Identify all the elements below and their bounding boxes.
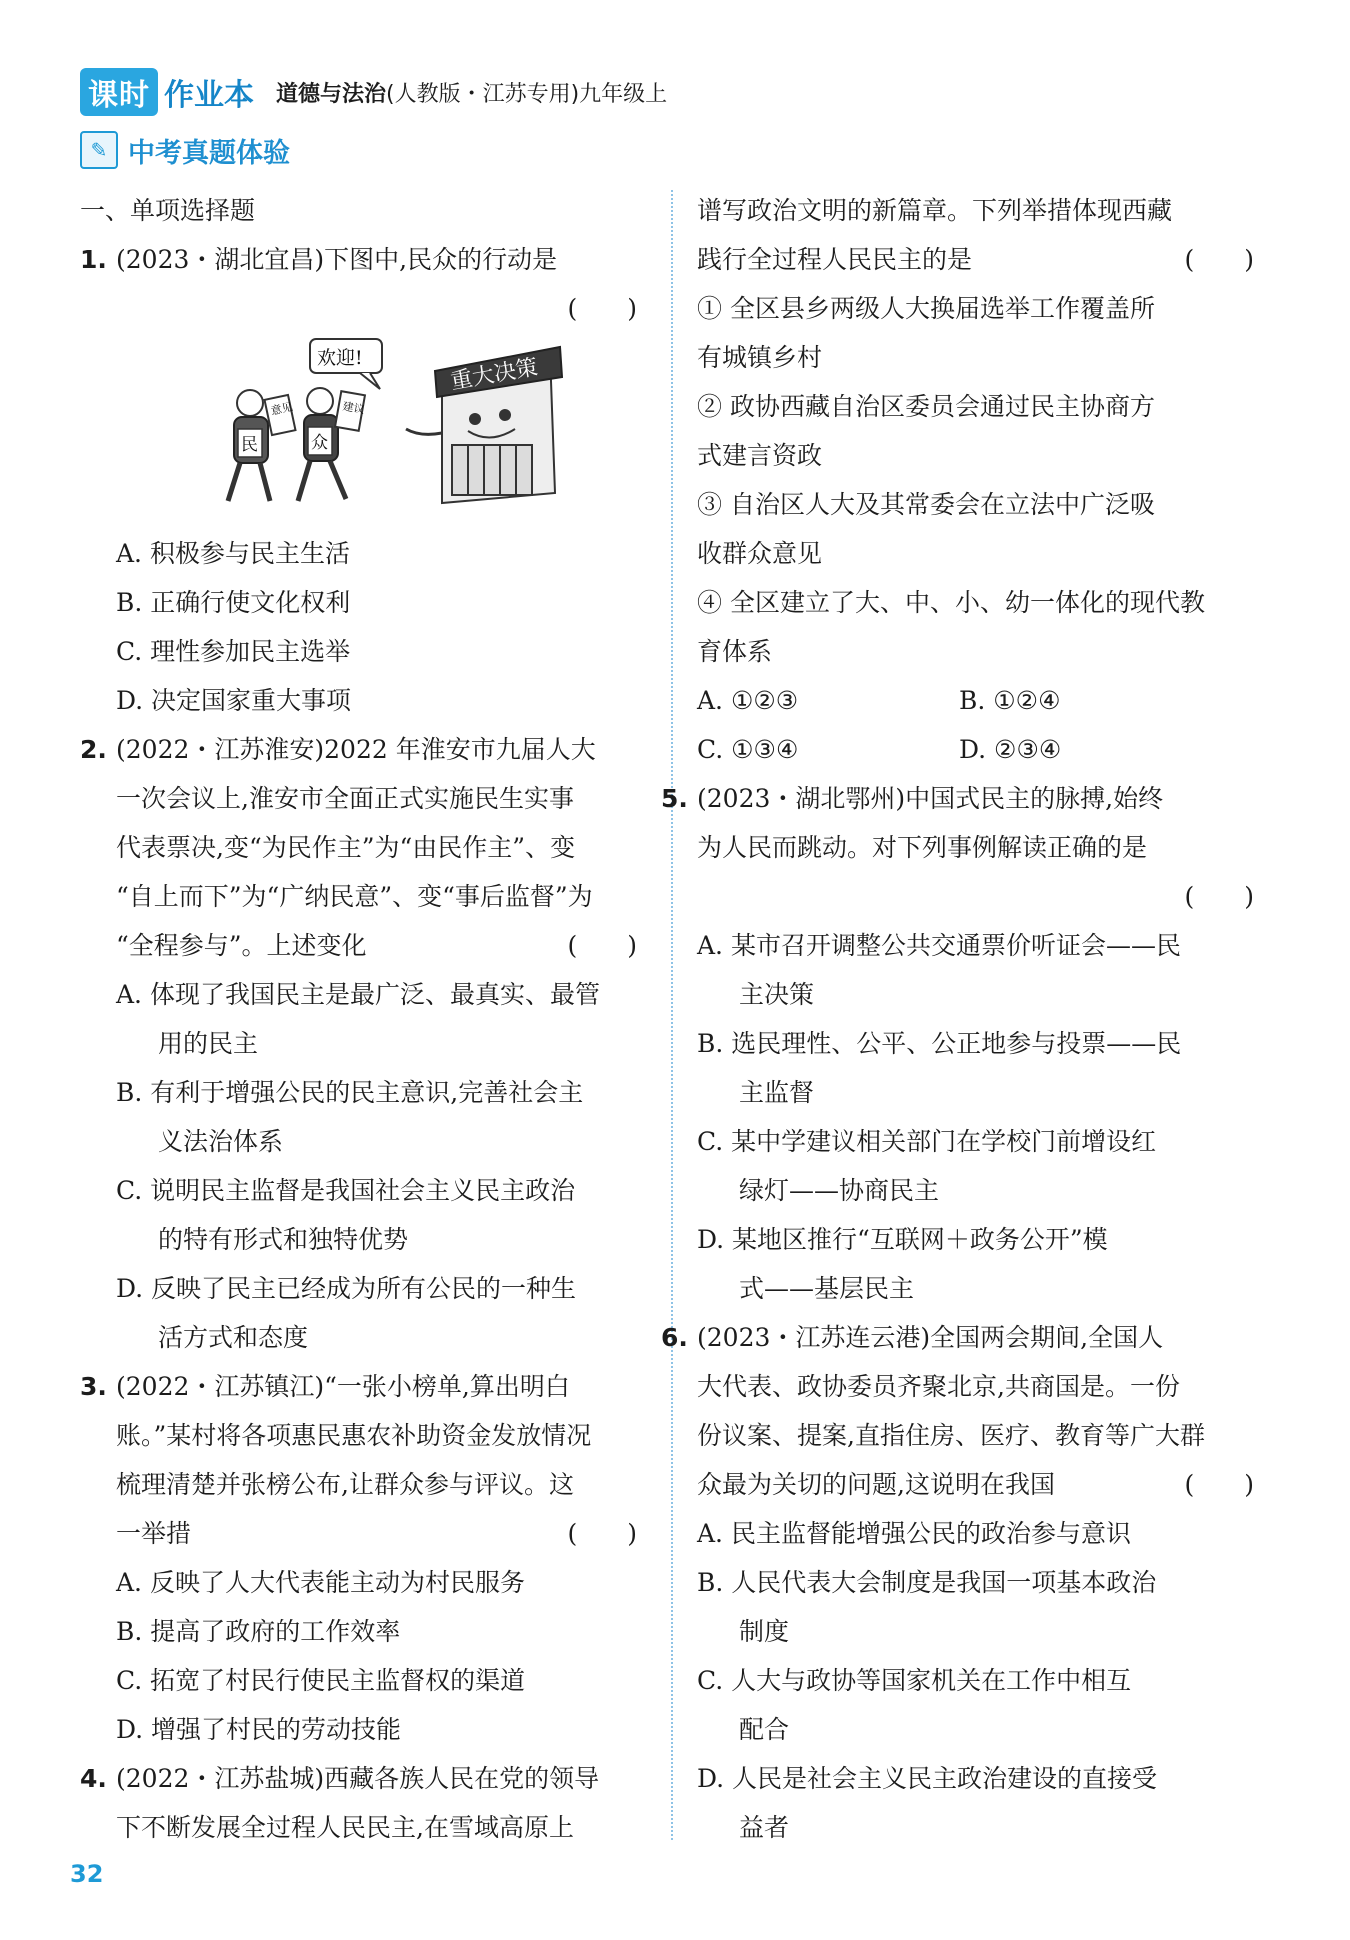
question-2 bbox=[80, 725, 645, 1362]
answer-bracket[interactable]: ( ) bbox=[567, 294, 637, 323]
option-continuation: 活方式和态度 bbox=[158, 1323, 309, 1352]
option[interactable]: B. 人民代表大会制度是我国一项基本政治 bbox=[697, 1568, 1157, 1597]
cartoon-illustration bbox=[80, 333, 645, 529]
question-stem: (2023・江苏连云港)全国两会期间,全国人 bbox=[697, 1323, 1164, 1352]
option[interactable]: A. 反映了人大代表能主动为村民服务 bbox=[116, 1568, 525, 1597]
option[interactable]: B. 正确行使文化权利 bbox=[116, 588, 351, 617]
right-column bbox=[661, 186, 1262, 1852]
page-number: 32 bbox=[70, 1860, 104, 1888]
question-number: 4. bbox=[80, 1764, 107, 1793]
statement-continuation: 收群众意见 bbox=[697, 539, 823, 568]
book-edition: (人教版・江苏专用)九年级上 bbox=[386, 81, 668, 107]
statement-item: ① 全区县乡两级人大换届选举工作覆盖所 bbox=[697, 294, 1155, 323]
option-continuation: 主决策 bbox=[739, 980, 815, 1009]
option[interactable]: A. ①②③ bbox=[697, 686, 799, 715]
left-column bbox=[80, 186, 645, 1852]
section-heading bbox=[80, 128, 290, 172]
statement-item: ④ 全区建立了大、中、小、幼一体化的现代教 bbox=[697, 588, 1205, 617]
bubble-text: 欢迎! bbox=[317, 347, 363, 369]
question-stem: “自上而下”为“广纳民意”、变“事后监督”为 bbox=[116, 882, 593, 911]
question-number: 6. bbox=[661, 1323, 688, 1352]
sign-text: 重大决策 bbox=[448, 355, 540, 395]
statement-continuation: 式建言资政 bbox=[697, 441, 823, 470]
label-zhong: 众 bbox=[311, 433, 328, 453]
option[interactable]: C. 某中学建议相关部门在学校门前增设红 bbox=[697, 1127, 1157, 1156]
option-continuation: 绿灯——协商民主 bbox=[739, 1176, 940, 1205]
question-stem: 大代表、政协委员齐聚北京,共商国是。一份 bbox=[697, 1372, 1180, 1401]
option-continuation: 用的民主 bbox=[158, 1029, 259, 1058]
option[interactable]: C. 说明民主监督是我国社会主义民主政治 bbox=[116, 1176, 576, 1205]
question-number: 5. bbox=[661, 784, 688, 813]
option-continuation: 配合 bbox=[739, 1715, 790, 1744]
option-continuation: 主监督 bbox=[739, 1078, 815, 1107]
option[interactable]: A. 某市召开调整公共交通票价听证会——民 bbox=[697, 931, 1181, 960]
question-number: 2. bbox=[80, 735, 107, 764]
book-subject: 道德与法治 bbox=[276, 81, 387, 107]
option[interactable]: C. ①③④ bbox=[697, 735, 799, 764]
option[interactable]: B. 有利于增强公民的民主意识,完善社会主 bbox=[116, 1078, 584, 1107]
answer-bracket[interactable]: ( ) bbox=[1184, 245, 1254, 274]
option[interactable]: C. 理性参加民主选举 bbox=[116, 637, 351, 666]
cartoon-figure bbox=[220, 333, 620, 523]
option[interactable]: D. 某地区推行“互联网＋政务公开”模 bbox=[697, 1225, 1108, 1254]
series-logo-sub: 作业本 bbox=[164, 78, 254, 113]
option[interactable]: D. 增强了村民的劳动技能 bbox=[116, 1715, 402, 1744]
paper-jianyi: 建议 bbox=[341, 399, 366, 417]
statement-item: ③ 自治区人大及其常委会在立法中广泛吸 bbox=[697, 490, 1155, 519]
question-stem: (2022・江苏淮安)2022 年淮安市九届人大 bbox=[116, 735, 596, 764]
question-5 bbox=[661, 774, 1262, 1313]
question-stem: 下不断发展全过程人民民主,在雪域高原上 bbox=[116, 1813, 574, 1842]
question-6 bbox=[661, 1313, 1262, 1852]
option[interactable]: A. 体现了我国民主是最广泛、最真实、最管 bbox=[116, 980, 600, 1009]
answer-bracket[interactable]: ( ) bbox=[567, 931, 637, 960]
option[interactable]: A. 民主监督能增强公民的政治参与意识 bbox=[697, 1519, 1131, 1548]
paper-yijian: 意见 bbox=[269, 400, 294, 418]
question-stem: 为人民而跳动。对下列事例解读正确的是 bbox=[697, 833, 1148, 862]
question-number: 1. bbox=[80, 245, 107, 274]
book-header bbox=[80, 68, 667, 116]
question-number: 3. bbox=[80, 1372, 107, 1401]
option[interactable]: D. 反映了民主已经成为所有公民的一种生 bbox=[116, 1274, 577, 1303]
question-stem: “全程参与”。上述变化 bbox=[116, 931, 367, 960]
question-4-continued bbox=[697, 186, 1262, 774]
label-min: 民 bbox=[241, 435, 258, 455]
part-title: 一、单项选择题 bbox=[80, 196, 256, 225]
question-stem: 谱写政治文明的新篇章。下列举措体现西藏 bbox=[697, 196, 1173, 225]
option[interactable]: C. 拓宽了村民行使民主监督权的渠道 bbox=[116, 1666, 526, 1695]
option-continuation: 制度 bbox=[739, 1617, 790, 1646]
option[interactable]: A. 积极参与民主生活 bbox=[116, 539, 350, 568]
series-logo: 课时 bbox=[80, 68, 158, 116]
question-stem: (2023・湖北鄂州)中国式民主的脉搏,始终 bbox=[697, 784, 1164, 813]
option-continuation: 式——基层民主 bbox=[739, 1274, 915, 1303]
answer-bracket[interactable]: ( ) bbox=[1184, 882, 1254, 911]
question-stem: 账。”某村将各项惠民惠农补助资金发放情况 bbox=[116, 1421, 592, 1450]
question-stem: 一次会议上,淮安市全面正式实施民生实事 bbox=[116, 784, 574, 813]
option[interactable]: D. 决定国家重大事项 bbox=[116, 686, 352, 715]
section-title: 中考真题体验 bbox=[128, 137, 290, 169]
option[interactable]: B. 选民理性、公平、公正地参与投票——民 bbox=[697, 1029, 1182, 1058]
option[interactable]: D. ②③④ bbox=[959, 735, 1062, 764]
answer-bracket[interactable]: ( ) bbox=[1184, 1470, 1254, 1499]
book-title bbox=[276, 77, 667, 108]
question-stem: 践行全过程人民民主的是 bbox=[697, 245, 973, 274]
option[interactable]: B. ①②④ bbox=[959, 686, 1061, 715]
statement-item: ② 政协西藏自治区委员会通过民主协商方 bbox=[697, 392, 1155, 421]
question-3 bbox=[80, 1362, 645, 1754]
question-stem: (2022・江苏镇江)“一张小榜单,算出明白 bbox=[116, 1372, 570, 1401]
option-continuation: 义法治体系 bbox=[158, 1127, 284, 1156]
option[interactable]: D. 人民是社会主义民主政治建设的直接受 bbox=[697, 1764, 1158, 1793]
question-4-start bbox=[80, 1754, 645, 1852]
statement-continuation: 有城镇乡村 bbox=[697, 343, 823, 372]
question-stem: (2022・江苏盐城)西藏各族人民在党的领导 bbox=[116, 1764, 600, 1793]
option[interactable]: C. 人大与政协等国家机关在工作中相互 bbox=[697, 1666, 1132, 1695]
option-continuation: 益者 bbox=[739, 1813, 790, 1842]
question-1 bbox=[80, 235, 645, 725]
question-stem: (2023・湖北宜昌)下图中,民众的行动是 bbox=[116, 245, 558, 274]
question-stem: 份议案、提案,直指住房、医疗、教育等广大群 bbox=[697, 1421, 1205, 1450]
option[interactable]: B. 提高了政府的工作效率 bbox=[116, 1617, 401, 1646]
answer-bracket[interactable]: ( ) bbox=[567, 1519, 637, 1548]
question-stem: 一举措 bbox=[116, 1519, 192, 1548]
question-stem: 代表票决,变“为民作主”为“由民作主”、变 bbox=[116, 833, 576, 862]
option-continuation: 的特有形式和独特优势 bbox=[158, 1225, 409, 1254]
statement-continuation: 育体系 bbox=[697, 637, 773, 666]
question-stem: 众最为关切的问题,这说明在我国 bbox=[697, 1470, 1055, 1499]
aim-icon: ✎ bbox=[80, 131, 118, 169]
question-stem: 梳理清楚并张榜公布,让群众参与评议。这 bbox=[116, 1470, 574, 1499]
